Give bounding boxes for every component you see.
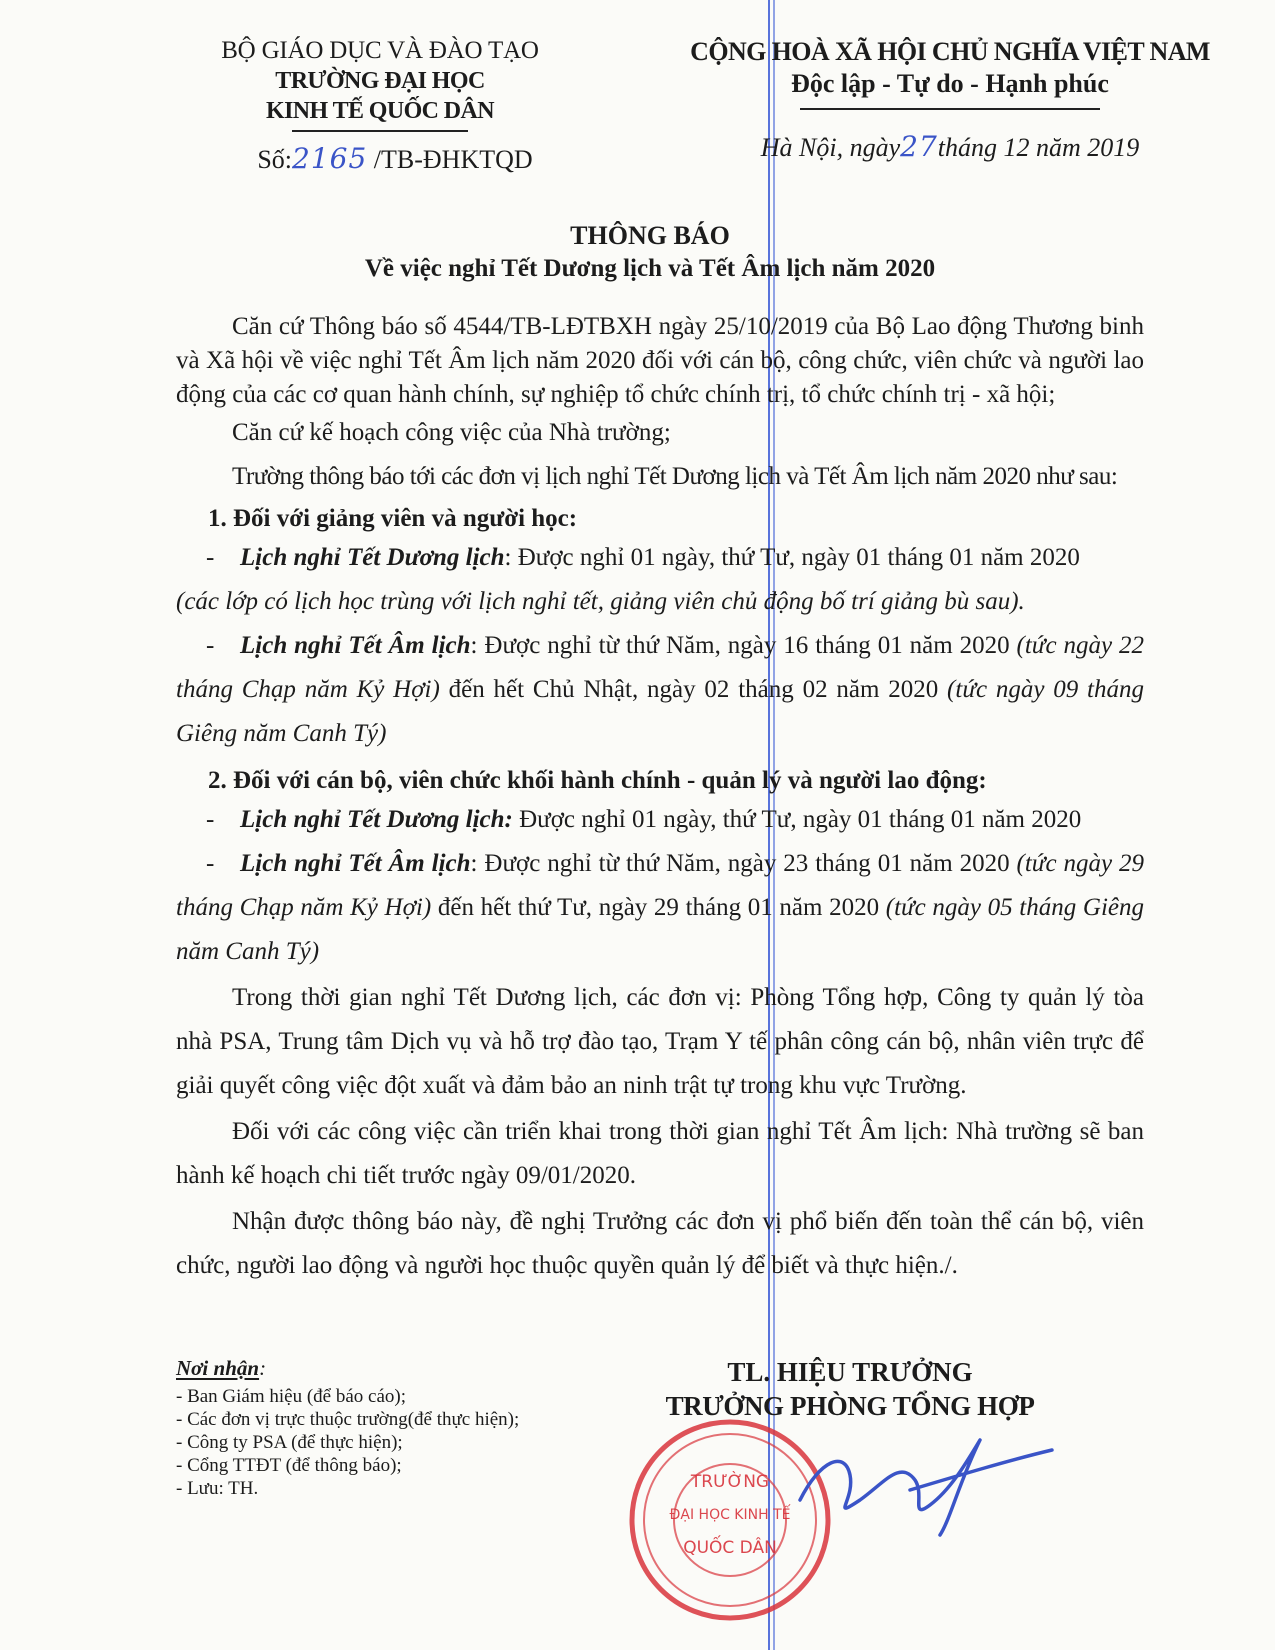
ministry-name: BỘ GIÁO DỤC VÀ ĐÀO TẠO <box>221 37 539 64</box>
recipient-item: - Công ty PSA (để thực hiện); <box>176 1432 403 1453</box>
paragraph-work-plan: Căn cứ kế hoạch công việc của Nhà trường; <box>232 419 671 446</box>
recipient-item: - Ban Giám hiệu (để báo cáo); <box>176 1386 407 1407</box>
motto-underline <box>800 108 1100 110</box>
title-main: THÔNG BÁO <box>570 221 730 250</box>
national-motto: Độc lập - Tự do - Hạnh phúc <box>791 69 1109 98</box>
bullet-text: đến hết thứ Tư, ngày 29 tháng 01 năm 2020 <box>431 894 886 921</box>
bullet-note: (tức ngày 22 tháng Chạp năm Kỷ Hợi) <box>176 632 1144 703</box>
date-prefix: Hà Nội, ngày <box>760 133 901 162</box>
paragraph-lunar-plan: Đối với các công việc cần triển khai trong thời gian nghỉ Tết Âm lịch: Nhà trường sẽ ban hành kế hoạch chi tiết trước ngày 09/01/2020. <box>176 1118 1144 1189</box>
bullet-text: Được nghỉ 01 ngày, thứ Tư, ngày 01 tháng 01 năm 2020 <box>512 806 1082 833</box>
section-2-title: 2. Đối với cán bộ, viên chức khối hành chính - quản lý và người lao động: <box>208 767 987 794</box>
recipient-item: - Lưu: TH. <box>176 1478 259 1499</box>
number-suffix: /TB-ĐHKTQD <box>373 145 533 174</box>
bullet-text: đến hết Chủ Nhật, ngày 02 tháng 02 năm 2020 <box>439 676 948 703</box>
document-number <box>200 142 560 177</box>
section-1-bullet-2 <box>176 624 1144 756</box>
issuer-header <box>200 36 560 177</box>
document-title <box>160 220 1140 286</box>
bullet-note: (tức ngày 09 tháng Giêng năm Canh Tý) <box>176 676 1145 747</box>
recipients-colon: : <box>259 1356 267 1380</box>
header-underline <box>292 130 468 132</box>
stamp-text-mid: ĐẠI HỌC KINH TẾ <box>669 1507 791 1523</box>
bullet-dash: - <box>206 544 215 571</box>
date-suffix: tháng 12 năm 2019 <box>937 133 1140 162</box>
bullet-text: : Được nghỉ từ thứ Năm, ngày 16 tháng 01 năm 2020 <box>470 632 1017 659</box>
bullet-label: Lịch nghỉ Tết Dương lịch <box>240 544 505 571</box>
signer-title: TRƯỞNG PHÒNG TỔNG HỢP <box>665 1391 1035 1421</box>
recipients-block <box>176 1355 616 1500</box>
bullet-dash: - <box>206 632 215 659</box>
stamp-text-bot: QUỐC DÂN <box>683 1538 777 1558</box>
section-1-title: 1. Đối với giảng viên và người học: <box>208 505 578 532</box>
number-prefix: Số: <box>257 145 293 174</box>
section-1-bullet-1-note <box>176 580 1144 624</box>
paragraph-announcement: Trường thông báo tới các đơn vị lịch nghỉ Tết Dương lịch và Tết Âm lịch năm 2020 như sau: <box>232 463 1118 490</box>
paragraph-legal-basis: Căn cứ Thông báo số 4544/TB-LĐTBXH ngày 25/10/2019 của Bộ Lao động Thương binh và Xã hội về việc nghỉ Tết Âm lịch năm 2020 đối với cán bộ, công chức, viên chức và người lao động của các cơ quan hành chính, sự nghiệp tổ chức chính trị, tổ chức chính trị - xã hội; <box>176 313 1144 408</box>
bullet-label: Lịch nghỉ Tết Âm lịch <box>240 850 471 877</box>
recipients-heading: Nơi nhận <box>176 1356 260 1380</box>
recipient-item: - Các đơn vị trực thuộc trường(để thực hiện); <box>176 1409 520 1430</box>
bullet-note: (tức ngày 05 tháng Giêng năm Canh Tý) <box>176 894 1144 965</box>
country-name: CỘNG HOÀ XÃ HỘI CHỦ NGHĨA VIỆT NAM <box>690 37 1210 66</box>
national-header <box>690 36 1210 165</box>
bullet-note: (các lớp có lịch học trùng với lịch nghỉ tết, giảng viên chủ động bố trí giảng bù sau). <box>176 588 1025 615</box>
paragraph-duty-assignment: Trong thời gian nghỉ Tết Dương lịch, các đơn vị: Phòng Tổng hợp, Công ty quản lý tòa nhà PSA, Trung tâm Dịch vụ và hỗ trợ đào tạo, Trạm Y tế phân công cán bộ, nhân viên trực để giải quyết công việc đột xuất và đảm bảo an ninh trật tự trong khu vực Trường. <box>176 984 1144 1099</box>
handwritten-signature-icon <box>790 1420 1060 1540</box>
issue-date <box>690 130 1210 165</box>
handwritten-day: 27 <box>900 130 938 163</box>
section-2-bullet-1 <box>176 798 1144 842</box>
bullet-label: Lịch nghỉ Tết Dương lịch: <box>240 806 513 833</box>
bullet-label: Lịch nghỉ Tết Âm lịch <box>240 632 471 659</box>
stamp-text-top: TRƯỜNG <box>690 1472 770 1492</box>
section-1-bullet-1 <box>176 536 1144 580</box>
section-2-bullet-2 <box>176 842 1144 974</box>
signer-authority: TL. HIỆU TRƯỞNG <box>727 1357 973 1387</box>
signature-block <box>650 1355 1050 1423</box>
university-name-line2: KINH TẾ QUỐC DÂN <box>266 98 494 124</box>
bullet-dash: - <box>206 850 215 877</box>
bullet-text: : Được nghỉ từ thứ Năm, ngày 23 tháng 01 năm 2020 <box>470 850 1017 877</box>
bullet-note: (tức ngày 29 tháng Chạp năm Kỷ Hợi) <box>176 850 1144 921</box>
bullet-text: : Được nghỉ 01 ngày, thứ Tư, ngày 01 tháng 01 năm 2020 <box>504 544 1080 571</box>
paragraph-closing: Nhận được thông báo này, đề nghị Trưởng các đơn vị phổ biến đến toàn thể cán bộ, viên chức, người lao động và người học thuộc quyền quản lý để biết và thực hiện./. <box>176 1208 1144 1279</box>
recipients-list <box>176 1385 616 1500</box>
recipient-item: - Cổng TTĐT (để thông báo); <box>176 1455 402 1476</box>
title-subtitle: Về việc nghỉ Tết Dương lịch và Tết Âm lịch năm 2020 <box>364 255 936 282</box>
document-body <box>176 310 1144 1288</box>
bullet-dash: - <box>206 806 215 833</box>
handwritten-number: 2165 <box>292 142 368 175</box>
university-name-line1: TRƯỜNG ĐẠI HỌC <box>275 68 485 94</box>
